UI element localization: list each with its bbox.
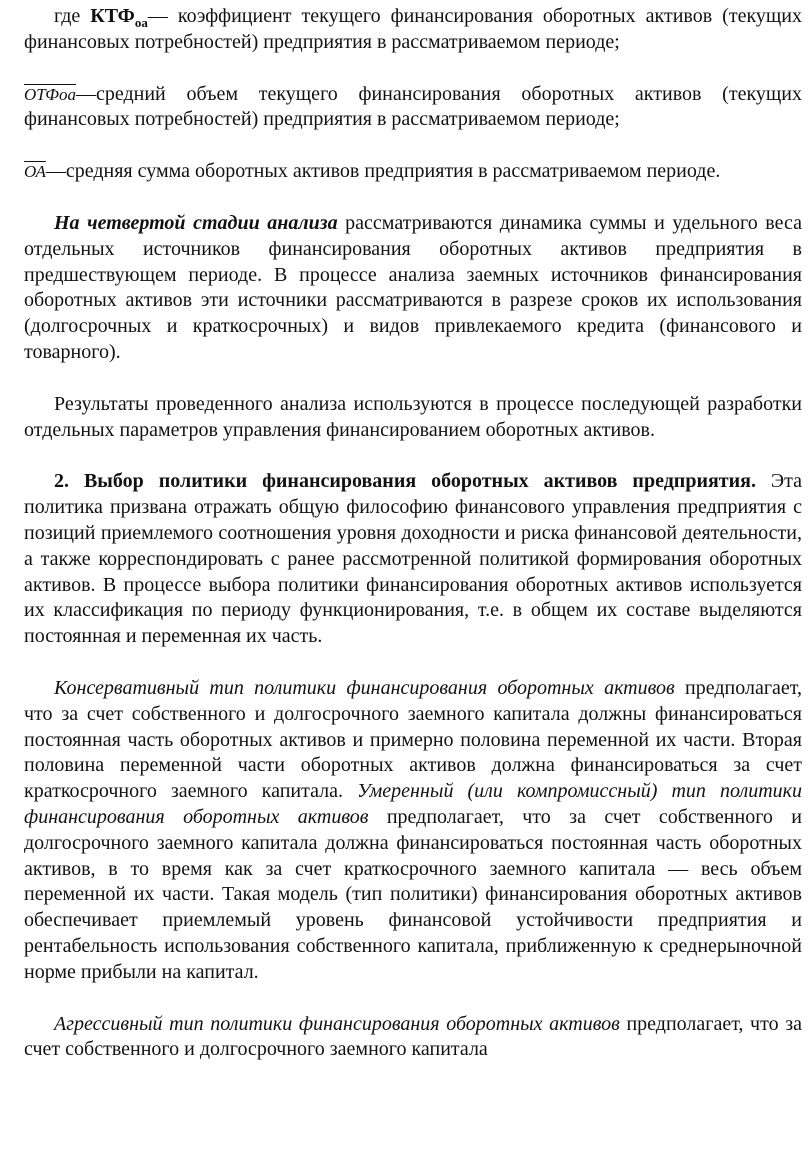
paragraph-otf-definition	[24, 82, 802, 134]
definition-text: —средний объем текущего финансирования оборотных активов (текущих финансовых потребностей) предприятия в рассматриваемом периоде;	[24, 82, 802, 131]
section-heading: 2. Выбор политики финансирования оборотных активов предприятия.	[54, 470, 756, 493]
text-prefix: где	[54, 5, 91, 27]
definition-text: — коэффициент текущего финансирования оборотных активов (текущих финансовых потребностей) предприятия в рассматриваемом периоде;	[24, 5, 802, 53]
formula-symbol-otf: ОТФоа	[24, 84, 76, 104]
emphasis-moderate: Умеренный (или компромиссный) тип политики финансирования оборотных активов	[24, 780, 803, 828]
emphasis-aggressive: Агрессивный тип политики финансирования оборотных активов	[54, 1012, 620, 1035]
paragraph-aggressive	[24, 1012, 802, 1064]
document-page	[24, 4, 802, 1089]
paragraph-ktf-definition	[24, 4, 802, 56]
paragraph-policy-choice	[24, 469, 802, 650]
body-text: Эта политика призвана отражать общую философию финансового управления предприятия с позиций приемлемого соотношения уровня доходности и риска финансовой деятельности, а также корреспондировать с ранее рассмотренной политикой формирования оборотных активов. В процессе выбора политики финансирования оборотных активов используется их классификация по периоду функционирования, т.е. в общем их составе выделяются постоянная и переменная их часть.	[24, 470, 802, 648]
body-text: предполагает, что за счет собственного и долгосрочного заемного капитала должна финансироваться постоянная часть оборотных активов, в то время как за счет краткосрочного заемного капитала — весь объем переменной их части. Такая модель (тип политики) финансирования оборотных активов обеспечивает приемлемый уровень финансовой устойчивости предприятия и рентабельность использования собственного капитала, приближенную к среднерыночной норме прибыли на капитал.	[24, 805, 803, 983]
paragraph-policy-types	[24, 676, 802, 986]
formula-symbol-oa: ОА	[24, 162, 46, 182]
body-text: Результаты проведенного анализа используются в процессе последующей разработки отдельных параметров управления финансированием оборотных активов.	[24, 392, 802, 441]
body-text: рассматриваются динамика суммы и удельного веса отдельных источников финансирования оборотных активов предприятия в предшествующем периоде. В процессе анализа заемных источников финансирования оборотных активов эти источники рассматриваются в разрезе сроков их использования (долгосрочных и краткосрочных) и видов привлекаемого кредита (финансового и товарного).	[24, 211, 802, 363]
paragraph-fourth-stage	[24, 211, 802, 366]
definition-text: —средняя сумма оборотных активов предприятия в рассматриваемом периоде.	[45, 160, 721, 183]
emphasis-lead: На четвертой стадии анализа	[54, 211, 338, 234]
paragraph-results	[24, 392, 802, 444]
body-text: предполагает, что за счет собственного и долгосрочного заемного капитала должны финансироваться постоянная часть оборотных активов и примерно половина переменной их части. Вторая половина переменной части оборотных активов должна финансироваться за счет краткосрочного заемного капитала.	[24, 676, 803, 803]
formula-symbol-ktf: $КТФ_{оа}$	[90, 5, 148, 30]
emphasis-conservative: Консервативный тип политики финансирования оборотных активов	[54, 676, 675, 699]
body-text: предполагает, что за счет собственного и долгосрочного заемного капитала	[24, 1012, 803, 1061]
paragraph-oa-definition	[24, 159, 802, 185]
